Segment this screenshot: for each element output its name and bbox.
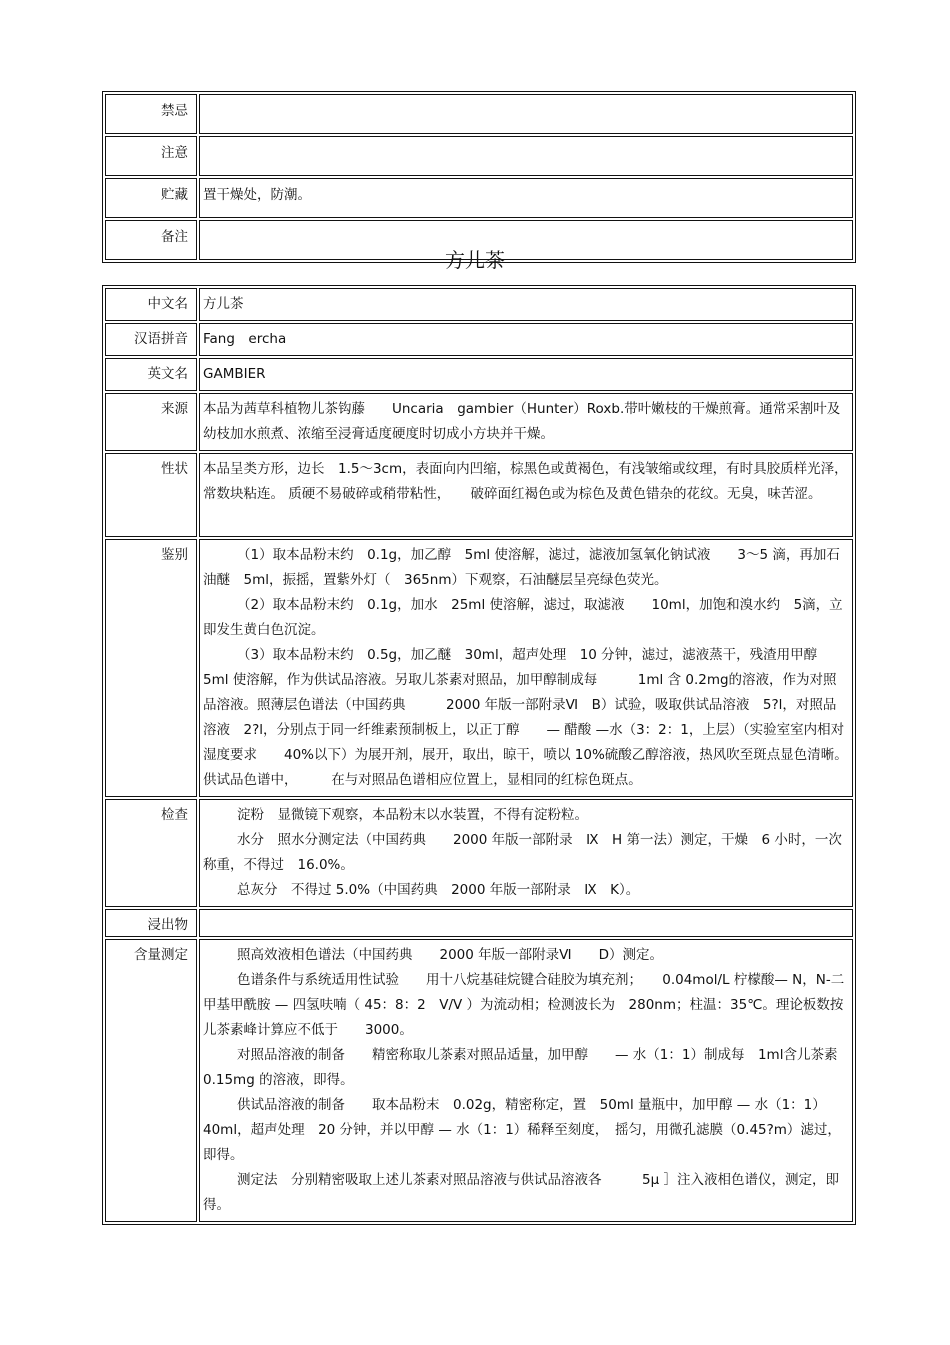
paragraph: （1）取本品粉末约 0.1g，加乙醇 5ml 使溶解，滤过，滤液加氢氧化钠试液 3～5 滴，再加石油醚 5ml，振摇，置紫外灯（ 365nm）下观察，石油醚层呈亮绿色荧光。	[203, 547, 840, 588]
table-row	[105, 799, 853, 907]
row-value: 本品为茜草科植物儿茶钩藤 Uncaria gambier（Hunter）Roxb.带叶嫩枝的干燥煎膏。通常采割叶及幼枝加水煎煮、浓缩至浸膏适度硬度时切成小方块并干燥。	[199, 393, 853, 451]
row-label: 来源	[105, 393, 197, 451]
row-label: 禁忌	[105, 94, 197, 134]
paragraph: 测定法 分别精密吸取上述儿茶素对照品溶液与供试品溶液各 5μ ］注入液相色谱仪，测定，即得。	[203, 1172, 839, 1213]
paragraph: 总灰分 不得过 5.0%（中国药典 2000 年版一部附录 Ⅸ K）。	[237, 882, 640, 898]
row-value: 方儿茶	[199, 288, 853, 321]
monograph-table	[102, 285, 856, 1225]
table-row	[105, 323, 853, 356]
table-row	[105, 393, 853, 451]
storage-table	[102, 91, 856, 263]
paragraph: 照高效液相色谱法（中国药典 2000 年版一部附录Ⅵ D）测定。	[237, 947, 663, 963]
table-row	[105, 178, 853, 218]
row-label: 浸出物	[105, 909, 197, 937]
table-row	[105, 94, 853, 134]
paragraph: 淀粉 显微镜下观察，本品粉末以水装置，不得有淀粉粒。	[237, 807, 588, 823]
row-label: 含量测定	[105, 939, 197, 1222]
row-value: GAMBIER	[199, 358, 853, 391]
row-value: Fang ercha	[199, 323, 853, 356]
table-row	[105, 136, 853, 176]
row-value	[199, 94, 853, 134]
paragraph: 色谱条件与系统适用性试验 用十八烷基硅烷键合硅胶为填充剂； 0.04mol/L 柠檬酸— N，N-二甲基甲酰胺 — 四氢呋喃（ 45：8：2 V/V ）为流动相；检测波长为 280nm；柱温：35℃。理论板数按儿茶素峰计算应不低于 3000。	[203, 972, 845, 1038]
table-row	[105, 539, 853, 797]
row-value: 本品呈类方形，边长 1.5～3cm，表面向内凹缩，棕黑色或黄褐色，有浅皱缩或纹理，有时具胶质样光泽， 常数块粘连。 质硬不易破碎或稍带粘性， 破碎面红褐色或为棕色及黄色错杂的花纹。无臭，味苦涩。	[199, 453, 853, 537]
table-row	[105, 288, 853, 321]
row-label: 备注	[105, 220, 197, 260]
row-label: 汉语拼音	[105, 323, 197, 356]
row-label: 鉴别	[105, 539, 197, 797]
row-label: 注意	[105, 136, 197, 176]
table-row	[105, 453, 853, 537]
table-row	[105, 909, 853, 937]
row-label: 英文名	[105, 358, 197, 391]
table-row	[105, 939, 853, 1222]
page-title: 方儿茶	[445, 248, 505, 272]
row-label: 性状	[105, 453, 197, 537]
row-label: 贮藏	[105, 178, 197, 218]
row-label: 检查	[105, 799, 197, 907]
paragraph: 水分 照水分测定法（中国药典 2000 年版一部附录 Ⅸ H 第一法）测定，干燥 6 小时，一次称重，不得过 16.0%。	[203, 832, 842, 873]
table-row	[105, 358, 853, 391]
row-value	[199, 136, 853, 176]
paragraph: 供试品溶液的制备 取本品粉末 0.02g，精密称定，置 50ml 量瓶中，加甲醇 — 水（1：1）40ml，超声处理 20 分钟，并以甲醇 — 水（1：1）稀释至刻度， 摇匀，用微孔滤膜（0.45?m）滤过，即得。	[203, 1097, 841, 1163]
row-value: 置干燥处，防潮。	[199, 178, 853, 218]
row-value	[199, 939, 853, 1222]
row-value	[199, 909, 853, 937]
row-value	[199, 799, 853, 907]
paragraph: （2）取本品粉末约 0.1g，加水 25ml 使溶解，滤过，取滤液 10ml，加饱和溴水约 5滴，立即发生黄白色沉淀。	[203, 597, 843, 638]
paragraph: 对照品溶液的制备 精密称取儿茶素对照品适量，加甲醇 — 水（1：1）制成每 1ml含儿茶素 0.15mg 的溶液，即得。	[203, 1047, 851, 1088]
row-label: 中文名	[105, 288, 197, 321]
paragraph: （3）取本品粉末约 0.5g，加乙醚 30ml，超声处理 10 分钟，滤过，滤液蒸干，残渣用甲醇 5ml 使溶解，作为供试品溶液。另取儿茶素对照品，加甲醇制成每 1ml 含 0.2mg的溶液，作为对照品溶液。照薄层色谱法（中国药典 2000 年版一部附录Ⅵ B）试验，吸取供试品溶液 5?l，对照品溶液 2?l，分别点于同一纤维素预制板上，以正丁醇 — 醋酸 —水（3：2：1，上层）（实验室室内相对湿度要求 40%以下）为展开剂，展开，取出，晾干，喷以 10%硫酸乙醇溶液，热风吹至斑点显色清晰。供试品色谱中， 在与对照品色谱相应位置上，显相同的红棕色斑点。	[203, 647, 848, 788]
row-value	[199, 539, 853, 797]
